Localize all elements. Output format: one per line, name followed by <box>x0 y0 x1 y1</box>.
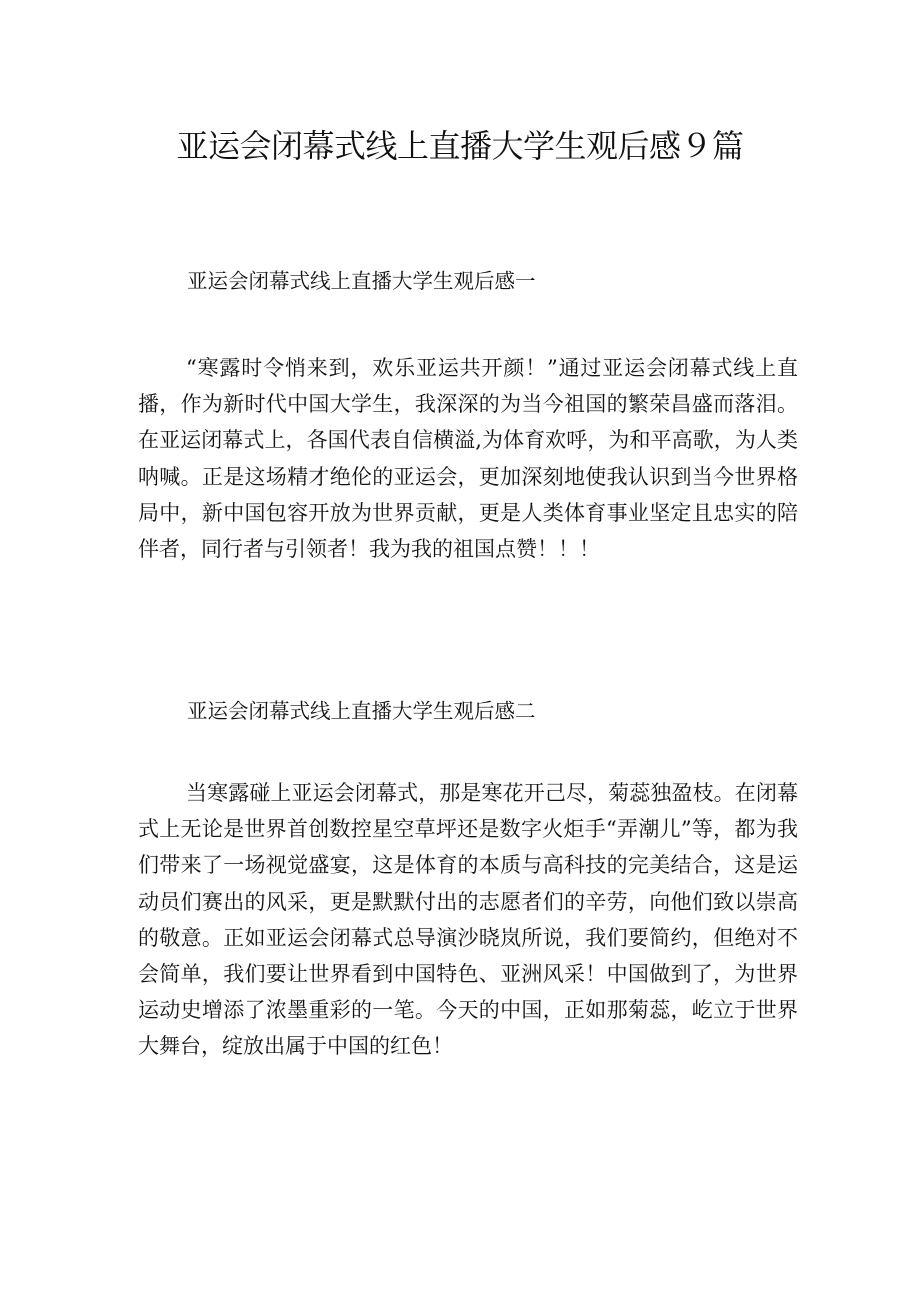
section-body-2: 当寒露碰上亚运会闭幕式，那是寒花开己尽，菊蕊独盈枝。在闭幕式上无论是世界首创数控星空草坪还是数字火炬手“弄潮儿”等，都为我们带来了一场视觉盛宴，这是体育的本质与高科技的完美结合，这是运动员们赛出的风采，更是默默付出的志愿者们的辛劳，向他们致以崇高的敬意。正如亚运会闭幕式总导演沙晓岚所说，我们要简约，但绝对不会简单，我们要让世界看到中国特色、亚洲风采！中国做到了，为世界运动史增添了浓墨重彩的一笔。今天的中国，正如那菊蕊，屹立于世界大舞台，绽放出属于中国的红色！ <box>138 781 798 1059</box>
section-heading-2: 亚运会闭幕式线上直播大学生观后感二 <box>187 699 536 723</box>
document-title: 亚运会闭幕式线上直播大学生观后感９篇 <box>176 127 744 165</box>
section-body-1: “寒露时令悄来到，欢乐亚运共开颜！”通过亚运会闭幕式线上直播，作为新时代中国大学生，我深深的为当今祖国的繁荣昌盛而落泪。在亚运闭幕式上，各国代表自信横溢,为体育欢呼，为和平高歌，为人类呐喊。正是这场精才绝伦的亚运会，更加深刻地使我认识到当今世界格局中，新中国包容开放为世界贡献，更是人类体育事业坚定且忠实的陪伴者，同行者与引领者！我为我的祖国点赞！！！ <box>138 356 798 562</box>
section-heading-1: 亚运会闭幕式线上直播大学生观后感一 <box>187 269 536 293</box>
